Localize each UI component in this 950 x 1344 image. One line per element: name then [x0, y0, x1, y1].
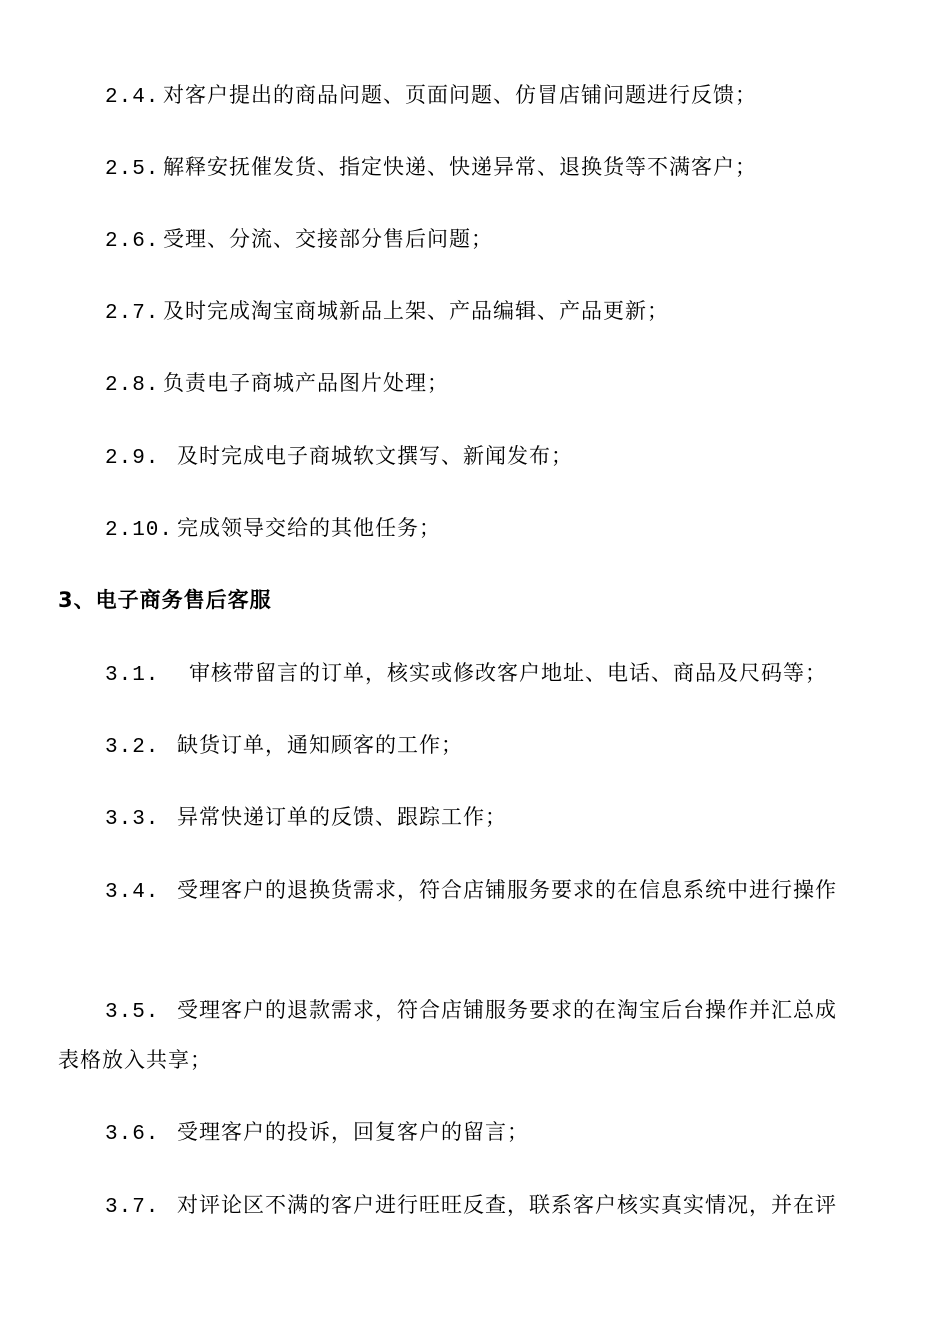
item-number: 3.7.	[105, 1196, 160, 1219]
item-text: 对客户提出的商品问题、页面问题、仿冒店铺问题进行反馈；	[163, 83, 757, 107]
item-text: 缺货订单，通知顾客的工作；	[177, 733, 463, 757]
item-number: 2.10.	[105, 519, 174, 542]
list-item	[105, 876, 837, 907]
list-item	[105, 81, 757, 112]
list-item	[105, 225, 493, 256]
item-text: 及时完成电子商城软文撰写、新闻发布；	[177, 444, 573, 468]
item-number: 3.2.	[105, 736, 160, 759]
list-item	[105, 369, 449, 400]
item-number: 3.3.	[105, 808, 160, 831]
item-text: 解释安抚催发货、指定快递、快递异常、退换货等不满客户；	[163, 155, 757, 179]
item-text: 完成领导交给的其他任务；	[177, 516, 441, 540]
item-number: 2.4.	[105, 86, 160, 109]
item-text: 受理、分流、交接部分售后问题；	[163, 227, 493, 251]
item-number: 2.8.	[105, 374, 160, 397]
item-number: 3.5.	[105, 1001, 160, 1024]
list-item	[105, 153, 757, 184]
list-item	[105, 1191, 837, 1222]
item-number: 3.1.	[105, 664, 160, 687]
list-item	[105, 442, 573, 473]
item-number: 2.9.	[105, 447, 160, 470]
list-item	[105, 996, 837, 1027]
list-item	[105, 731, 463, 762]
item-text: 及时完成淘宝商城新品上架、产品编辑、产品更新；	[163, 299, 669, 323]
item-number: 2.7.	[105, 302, 160, 325]
list-item	[105, 297, 669, 328]
item-text: 异常快递订单的反馈、跟踪工作；	[177, 805, 507, 829]
item-text: 受理客户的退款需求，符合店铺服务要求的在淘宝后台操作并汇总成	[177, 998, 837, 1022]
list-item	[105, 803, 507, 834]
item-text: 审核带留言的订单，核实或修改客户地址、电话、商品及尺码等；	[189, 661, 827, 685]
item-number: 2.5.	[105, 158, 160, 181]
list-item	[105, 1118, 529, 1149]
item-text: 受理客户的退换货需求，符合店铺服务要求的在信息系统中进行操作	[177, 878, 837, 902]
item-number: 3.6.	[105, 1123, 160, 1146]
list-item	[105, 659, 827, 690]
item-number: 2.6.	[105, 230, 160, 253]
item-number: 3.4.	[105, 881, 160, 904]
list-item-continuation: 表格放入共享；	[58, 1048, 212, 1072]
item-text: 负责电子商城产品图片处理；	[163, 371, 449, 395]
item-text: 对评论区不满的客户进行旺旺反查，联系客户核实真实情况，并在评	[177, 1193, 837, 1217]
section-heading: 3、电子商务售后客服	[58, 588, 272, 612]
item-text: 受理客户的投诉，回复客户的留言；	[177, 1120, 529, 1144]
list-item	[105, 514, 441, 545]
